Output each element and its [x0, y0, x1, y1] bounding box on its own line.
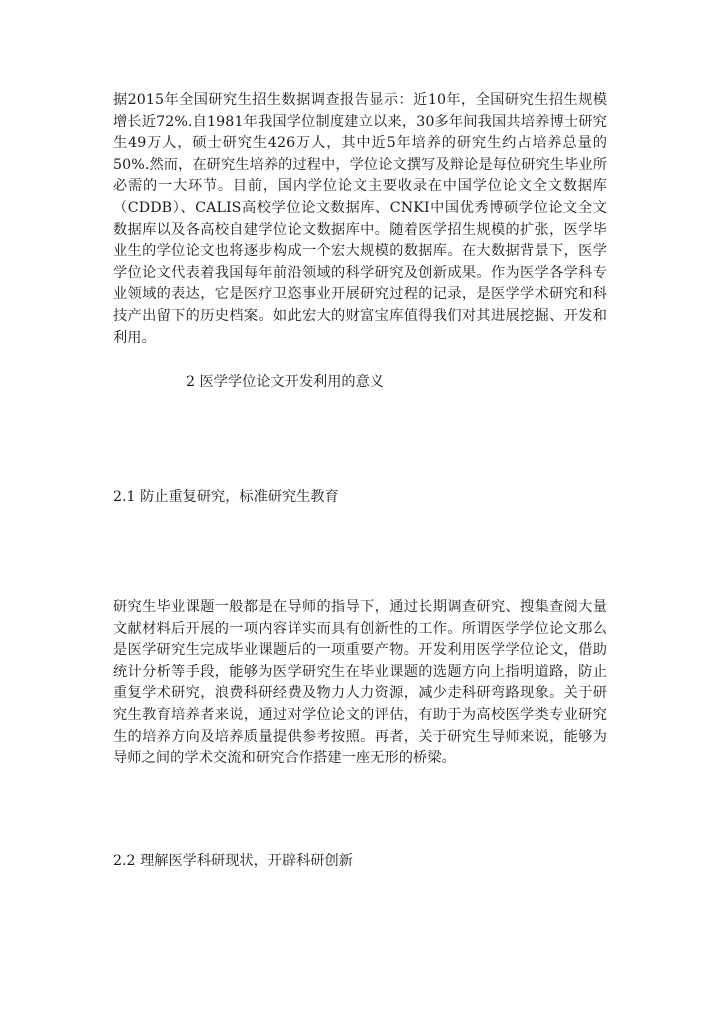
body-paragraph: 据2015年全国研究生招生数据调查报告显示：近10年，全国研究生招生规模增长近72%.自1981年我国学位制度建立以来，30多年间我国共培养博士研究生49万人，硕士研究生426万人，其中近5年培养的研究生约占培养总量的50%.然而，在研究生培养的过程中，学位论文撰写及辩论是每位研究生毕业所必需的一大环节。目前，国内学位论文主要收录在中国学位论文全文数据库（CDDB）、CALIS高校学位论文数据库、CNKI中国优秀博硕学位论文全文数据库以及各高校自建学位论文数据库中。随着医学招生规模的扩张，医学毕业生的学位论文也将逐步构成一个宏大规模的数据库。在大数据背景下，医学学位论文代表着我国每年前沿领域的科学研究及创新成果。作为医学各学科专业领域的表达，它是医疗卫恣事业开展研究过程的记录，是医学学术研究和科技产出留下的历史档案。如此宏大的财富宝库值得我们对其进展挖掘、开发和利用。	[113, 92, 607, 346]
section-heading: 2 医学学位论文开发利用的意义	[186, 374, 384, 390]
subsection-heading: 2.2 理解医学科研现状，开辟科研创新	[113, 853, 353, 869]
body-paragraph: 研究生毕业课题一般都是在导师的指导下，通过长期调查研究、搜集查阅大量文献材料后开展的一项内容详实而具有创新性的工作。所谓医学学位论文那么是医学研究生完成毕业课题后的一项重要产物。开发利用医学学位论文，借助统计分析等手段，能够为医学研究生在毕业课题的选题方向上指明道路，防止重复学术研究，浪费科研经费及物力人力资源，减少走科研弯路现象。关于研究生教育培养者来说，通过对学位论文的评估，有助于为高校医学类专业研究生的培养方向及培养质量提供参考按照。再者，关于研究生导师来说，能够为导师之间的学术交流和研究合作搭建一座无形的桥梁。	[113, 599, 607, 767]
subsection-heading: 2.1 防止重复研究，标准研究生教育	[113, 489, 339, 505]
